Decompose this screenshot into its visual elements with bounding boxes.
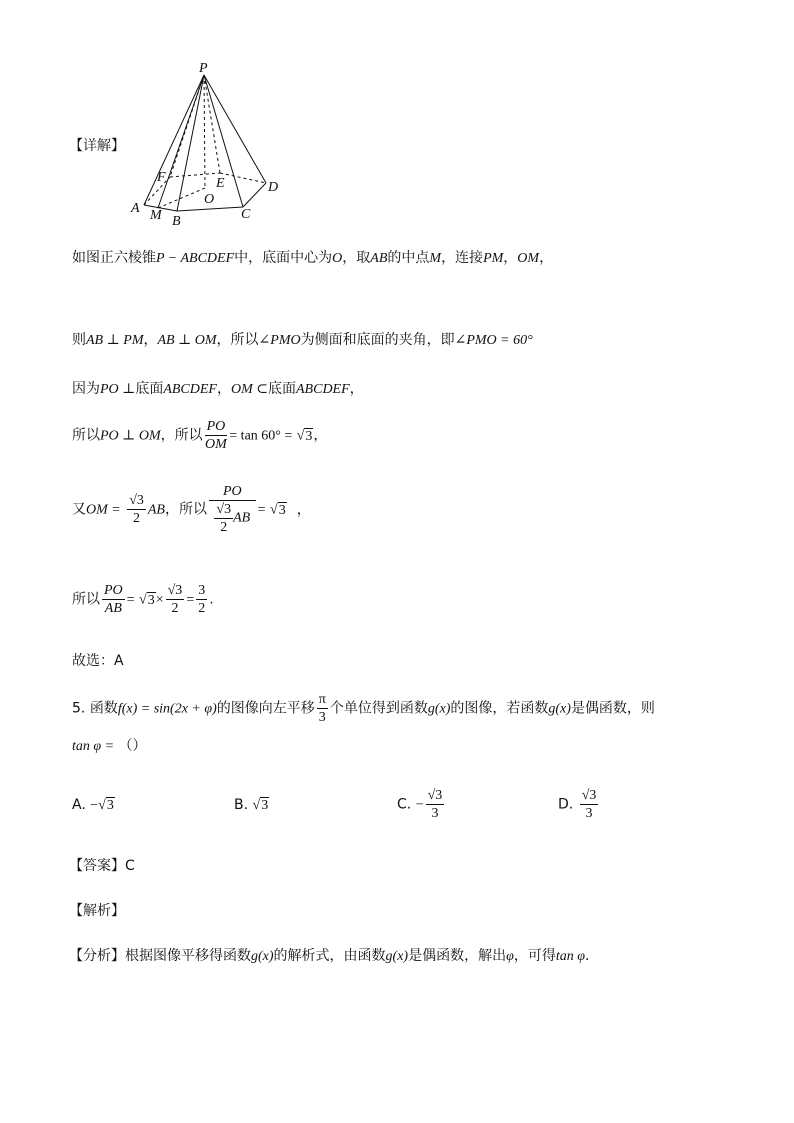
question-5-line-1: 5. 函数f(x) = sin(2x + φ)的图像向左平移 $\frac{\pi}{3}$ 个单位得到函数g(x)的图像，若函数g(x)是偶函数，则 [72, 692, 655, 725]
solution-line-1: 如图正六棱锥P − ABCDEF中，底面中心为O，取AB的中点M，连接PM，OM， [72, 250, 554, 266]
solution-line-5: 又OM = $\frac{√3}{2}$ AB，所以 PO $\frac{√3}{2}$ AB = √3 ， [72, 484, 311, 535]
fraction-po-om: $\frac{PO}{OM}$ [205, 419, 227, 452]
analysis-line: 【分析】根据图像平移得函数g(x)的解析式，由函数g(x)是偶函数，解出φ，可得tan φ. [69, 948, 590, 964]
option-d[interactable]: D. $\frac{√3}{3}$ [558, 788, 597, 821]
option-c[interactable]: C. − $\frac{√3}{3}$ [397, 788, 443, 821]
compound-fraction: PO $\frac{√3}{2}$ AB [209, 483, 256, 536]
option-b[interactable]: B. √3 [234, 797, 269, 813]
choose-line: 故选：A [72, 653, 124, 669]
label-a: A [131, 201, 140, 216]
analysis-heading: 【解析】 [69, 903, 125, 919]
hexagonal-pyramid-diagram [125, 58, 290, 233]
label-e: E [216, 176, 225, 191]
solution-line-3: 因为PO ⊥底面ABCDEF，OM ⊂底面ABCDEF， [72, 381, 364, 397]
question-5-line-2: tan φ = （） [72, 738, 147, 754]
label-p: P [199, 61, 208, 76]
label-o: O [204, 192, 215, 207]
answer-line: 【答案】C [69, 858, 135, 874]
label-f: F [157, 170, 166, 185]
label-b: B [172, 214, 181, 229]
solution-line-6: 所以 $\frac{PO}{AB}$ = √3× $\frac{√3}{2}$ = $\frac{3}{2}$ . [72, 583, 214, 616]
option-a[interactable]: A. −√3 [72, 797, 114, 813]
solution-line-4: 所以PO ⊥ OM，所以 $\frac{PO}{OM}$ = tan 60° = √3， [72, 419, 328, 452]
label-c: C [241, 207, 251, 222]
sqrt-3: √3 [296, 428, 313, 444]
solution-line-2: 则AB ⊥ PM，AB ⊥ OM，所以∠PMO为侧面和底面的夹角，即∠PMO = 60° [72, 332, 533, 348]
detail-heading: 【详解】 [69, 138, 125, 154]
label-m: M [150, 208, 162, 223]
label-d: D [268, 180, 279, 195]
